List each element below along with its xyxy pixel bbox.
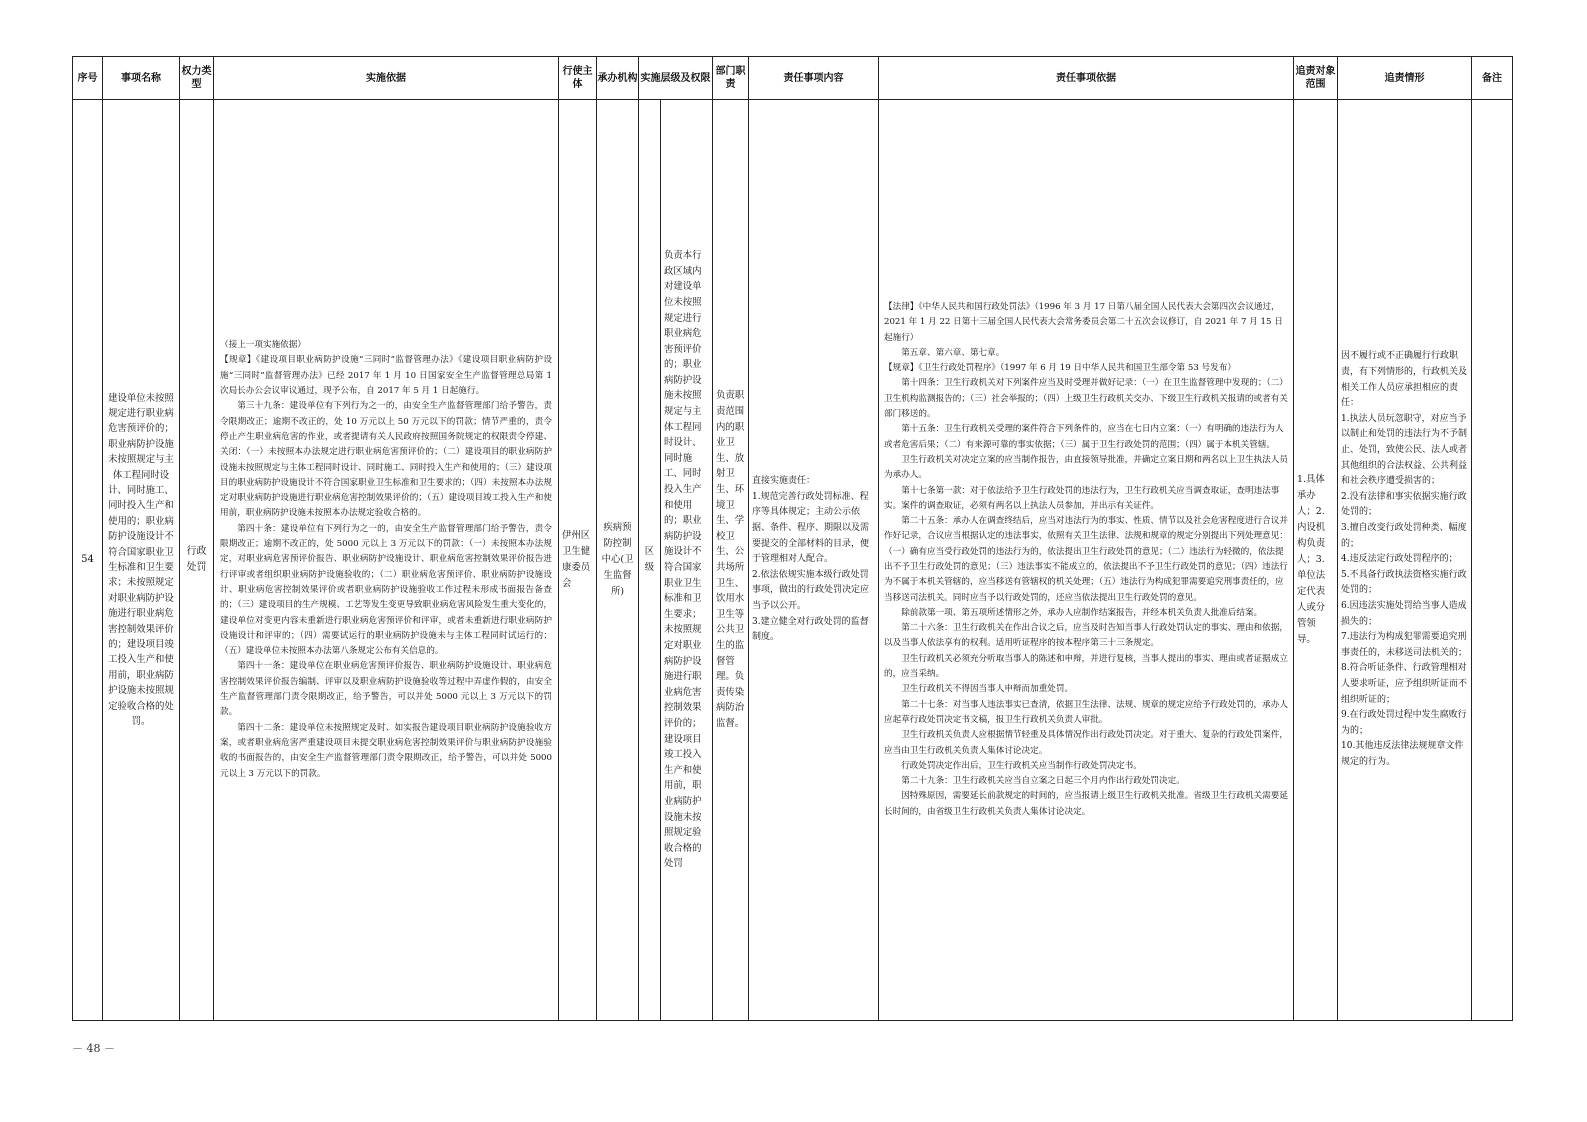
cell-accountability-scope: 1.具体承办人；2.内设机构负责人；3.单位法定代表人或分管领导。 [1294,100,1338,1021]
accountability-case: 3.擅自改变行政处罚种类、幅度的； [1341,523,1467,549]
resp-basis-paragraph: 除前款第一项、第五项所述情形之外，承办人应制作结案报告，并经本机关负责人批准后结案。 [901,607,1263,618]
basis-paragraph: 【规章】《建设项目职业病防护设施“三同时”监督管理办法》《建设项目职业病防护设施“三同时”监督管理办法》已经 2017 年 1 月 10 日国家安全生产监督管理总局第 1 次局长办公会议审议通过，现予公布，自 2017 年 5 月 1 日起施行。 [220,355,552,397]
cell-accountability-cases [1338,100,1472,1021]
resp-basis-paragraph: 第五章、第六章、第七章。 [901,347,1005,358]
header-exercise-subject: 行使主体 [559,57,597,100]
resp-content-line: 2.依法依规实施本级行政处罚事项，做出的行政处罚决定应当予以公开。 [752,569,870,611]
resp-basis-paragraph: 【规章】《卫生行政处罚程序》（1997 年 6 月 19 日中华人民共和国卫生部令第 53 号发布） [884,363,1236,374]
header-accountability-cases: 追责情形 [1338,57,1472,100]
resp-basis-paragraph: 卫生行政机关负责人应根据情节轻重及具体情况作出行政处罚决定。对于重大、复杂的行政处罚案件，应当由卫生行政机关负责人集体讨论决定。 [884,730,1288,756]
accountability-case: 2.没有法律和事实依据实施行政处罚的； [1341,491,1467,518]
header-dept-duty: 部门职责 [713,57,749,100]
header-basis: 实施依据 [214,57,559,100]
accountability-case: 6.因违法实施处罚给当事人造成损失的； [1341,600,1467,627]
cell-dept-duty: 负责职责范围内的职业卫生、放射卫生、环境卫生、学校卫生、公共场所卫生、饮用水卫生等公共卫生的监督管理。负责传染病防治监督。 [713,100,749,1021]
cell-undertaking-org: 疾病预防控制中心(卫生监督所) [597,100,639,1021]
resp-basis-paragraph: 第十五条：卫生行政机关受理的案件符合下列条件的，应当在七日内立案：（一）有明确的违法行为人或者危害后果；（二）有来源可靠的事实依据；（三）属于卫生行政处罚的范围；（四）属于本机关管辖。 [884,424,1284,450]
accountability-case: 9.在行政处罚过程中发生腐败行为的； [1341,710,1467,736]
resp-basis-paragraph: 第二十九条：卫生行政机关应当自立案之日起三个月内作出行政处罚决定。 [901,776,1185,787]
resp-basis-paragraph: 第十四条：卫生行政机关对下列案件应当及时受理并做好记录：（一）在卫生监督管理中发现的；（二）卫生机构监测报告的；（三）社会举报的；（四）上级卫生行政机关交办、下级卫生行政机关报请的或者有关部门移送的。 [884,378,1288,420]
header-resp-basis: 责任事项依据 [879,57,1294,100]
basis-paragraph: （接上一项实施依据） [220,340,306,351]
basis-paragraph: 第四十一条：建设单位在职业病危害预评价报告、职业病防护设施设计、职业病危害控制效果评价报告编制、评审以及职业病防护设施验收等过程中弄虚作假的，由安全生产监督管理部门责令限期改正，给予警告，可以并处 5000 元以上 3 万元以下的罚款。 [220,661,552,718]
header-level: 实施层级及权限 [639,57,713,100]
header-item-name: 事项名称 [103,57,180,100]
basis-paragraph: 第三十九条：建设单位有下列行为之一的，由安全生产监督管理部门给予警告，责令限期改正；逾期不改正的，处 10 万元以上 50 万元以下的罚款；情节严重的，责令停止产生职业病危害的作业，或者提请有关人民政府按照国务院规定的权限责令停建、关闭：（一）未按照本办法规定进行职业病危害预评价的；（二）建设项目的职业病防护设施未按照规定与主体工程同时设计、同时施工、同时投入生产和使用的；（三）建设项目的职业病防护设施设计不符合国家职业卫生标准和卫生要求的；（四）未按照本办法规定对职业病防护设施进行职业病危害控制效果评价的；（五）建设项目竣工投入生产和使用前，职业病防护设施未按照本办法规定验收合格的。 [220,401,552,519]
resp-basis-paragraph: 卫生行政机关不得因当事人申辩而加重处罚。 [901,684,1074,695]
cell-seq: 54 [73,100,103,1021]
header-accountability-scope: 追责对象范围 [1294,57,1338,100]
resp-basis-paragraph: 【法律】《中华人民共和国行政处罚法》（1996 年 3 月 17 日第八届全国人民代表大会第四次会议通过，2021 年 1 月 22 日第十三届全国人民代表大会常务委员会第二十五次会议修订，自 2021 年 7 月 15 日起施行） [884,301,1283,343]
header-resp-content: 责任事项内容 [749,57,879,100]
accountability-case: 7.违法行为构成犯罪需要追究刑事责任的，未移送司法机关的； [1341,632,1468,658]
resp-content-line: 直接实施责任： [752,476,816,487]
page-number: － 48 － [72,1042,115,1055]
resp-basis-paragraph: 第十七条第一款：对于依法给予卫生行政处罚的违法行为，卫生行政机关应当调查取证，查明违法事实。案件的调查取证，必须有两名以上执法人员参加，并出示有关证件。 [884,485,1280,511]
cell-resp-content [749,100,879,1021]
accountability-case: 4.违反法定行政处罚程序的； [1341,554,1458,565]
resp-content-line: 3.建立健全对行政处罚的监督制度。 [752,616,869,643]
accountability-case: 5.不具备行政执法资格实施行政处罚的； [1341,569,1467,596]
table-row [73,100,1513,1021]
cell-level: 区级 [639,100,661,1021]
resp-content-line: 1.规范完善行政处罚标准、程序等具体规定；主动公示依据、条件、程序、期限以及需要提交的全部材料的目录，便于管理相对人配合。 [752,491,870,565]
header-power-type: 权力类型 [180,57,214,100]
cell-remarks [1472,100,1513,1021]
resp-basis-paragraph: 卫生行政机关对决定立案的应当制作报告，由直接领导批准，并确定立案日期和两名以上卫生执法人员为承办人。 [884,454,1288,481]
accountability-case: 1.执法人员玩忽职守，对应当予以制止和处罚的违法行为不予制止、处罚，致使公民、法人或者其他组织的合法权益、公共利益和社会秩序遭受损害的； [1341,413,1468,487]
accountability-case: 10.其他违反法律法规规章文件规定的行为。 [1341,741,1464,767]
cell-resp-basis [879,100,1294,1021]
header-remarks: 备注 [1472,57,1513,100]
basis-paragraph: 第四十条：建设单位有下列行为之一的，由安全生产监督管理部门给予警告，责令限期改正；逾期不改正的，处 5000 元以上 3 万元以下的罚款：（一）未按照本办法规定，对职业病危害预评价报告、职业病防护设施设计、职业病危害控制效果评价报告进行评审或者组织职业病防护设施验收的；（二）职业病危害预评价、职业病防护设施设计、职业病危害控制效果评价或者职业病防护设施验收工作过程未形成书面报告备查的；（三）建设项目的生产规模、工艺等发生变更导致职业病危害风险发生重大变化的，建设单位对变更内容未重新进行职业病危害预评价和评审，或者未重新进行职业病防护设施设计和评审的；（四）需要试运行的职业病防护设施未与主体工程同时试运行的；（五）建设单位未按照本办法第八条规定公布有关信息的。 [220,523,552,657]
resp-basis-paragraph: 卫生行政机关必须充分听取当事人的陈述和申辩，并进行复核，当事人提出的事实、理由或者证据成立的，应当采纳。 [884,653,1288,680]
resp-basis-paragraph: 因特殊原因，需要延长前款规定的时间的，应当报请上级卫生行政机关批准。省级卫生行政机关需要延长时间的，由省级卫生行政机关负责人集体讨论决定。 [884,791,1288,817]
resp-basis-paragraph: 第二十七条：对当事人违法事实已查清，依据卫生法律、法规、规章的规定应给予行政处罚的，承办人应起草行政处罚决定书文稿，报卫生行政机关负责人审批。 [884,699,1288,725]
header-undertaking-org: 承办机构 [597,57,639,100]
cell-power-type: 行政处罚 [180,100,214,1021]
cell-basis [214,100,559,1021]
header-row [73,57,1513,100]
responsibility-table [72,56,1513,1021]
resp-basis-paragraph: 行政处罚决定作出后，卫生行政机关应当制作行政处罚决定书。 [901,760,1142,771]
cell-exercise-subject: 伊州区卫生健康委员会 [559,100,597,1021]
cell-item-name: 建设单位未按照规定进行职业病危害预评价的；职业病防护设施未按照规定与主体工程同时设计、同时施工、同时投入生产和使用的；职业病防护设施设计不符合国家职业卫生标准和卫生要求；未按照规定对职业病防护设施进行职业病危害控制效果评价的；建设项目竣工投入生产和使用前，职业病防护设施未按照规定验收合格的处罚。 [103,100,180,1021]
cell-level-scope: 负责本行政区域内对建设单位未按照规定进行职业病危害预评价的；职业病防护设施未按照规定与主体工程同时设计、同时施工、同时投入生产和使用的；职业病防护设施设计不符合国家职业卫生标准和卫生要求；未按照规定对职业病防护设施进行职业病危害控制效果评价的；建设项目竣工投入生产和使用前，职业病防护设施未按照规定验收合格的处罚 [661,100,713,1021]
accountability-case: 因不履行或不正确履行行政职责，有下列情形的，行政机关及相关工作人员应承担相应的责任： [1341,351,1468,409]
accountability-case: 8.符合听证条件、行政管理相对人要求听证，应予组织听证而不组织听证的； [1341,663,1468,705]
resp-basis-paragraph: 第二十五条：承办人在调查终结后，应当对违法行为的事实、性质、情节以及社会危害程度进行合议并作好记录，合议应当根据认定的违法事实，依照有关卫生法律、法规和规章的规定分别提出下列处理意见：（一）确有应当受行政处罚的违法行为的，依法提出卫生行政处罚的意见；（二）违法行为轻微的，依法提出不予卫生行政处罚的意见；（三）违法事实不能成立的，依法提出不予卫生行政处罚的意见；（四）违法行为不属于本机关管辖的，应当移送有管辖权的机关处理；（五）违法行为构成犯罪需要追究刑事责任的，应当移送司法机关。同时应当予以行政处罚的，还应当依法提出卫生行政处罚的意见。 [884,516,1288,603]
document-sheet [72,56,1512,1021]
basis-paragraph: 第四十二条：建设单位未按照规定及时、如实报告建设项目职业病防护设施验收方案，或者职业病危害严重建设项目未提交职业病危害控制效果评价与职业病防护设施验收的书面报告的，由安全生产监督管理部门责令限期改正，给予警告，可以并处 5000 元以上 3 万元以下的罚款。 [220,722,552,779]
resp-basis-paragraph: 第二十六条：卫生行政机关在作出合议之后，应当及时告知当事人行政处罚认定的事实、理由和依据，以及当事人依法享有的权利。适用听证程序的按本程序第三十三条规定。 [884,623,1288,649]
header-seq: 序号 [73,57,103,100]
